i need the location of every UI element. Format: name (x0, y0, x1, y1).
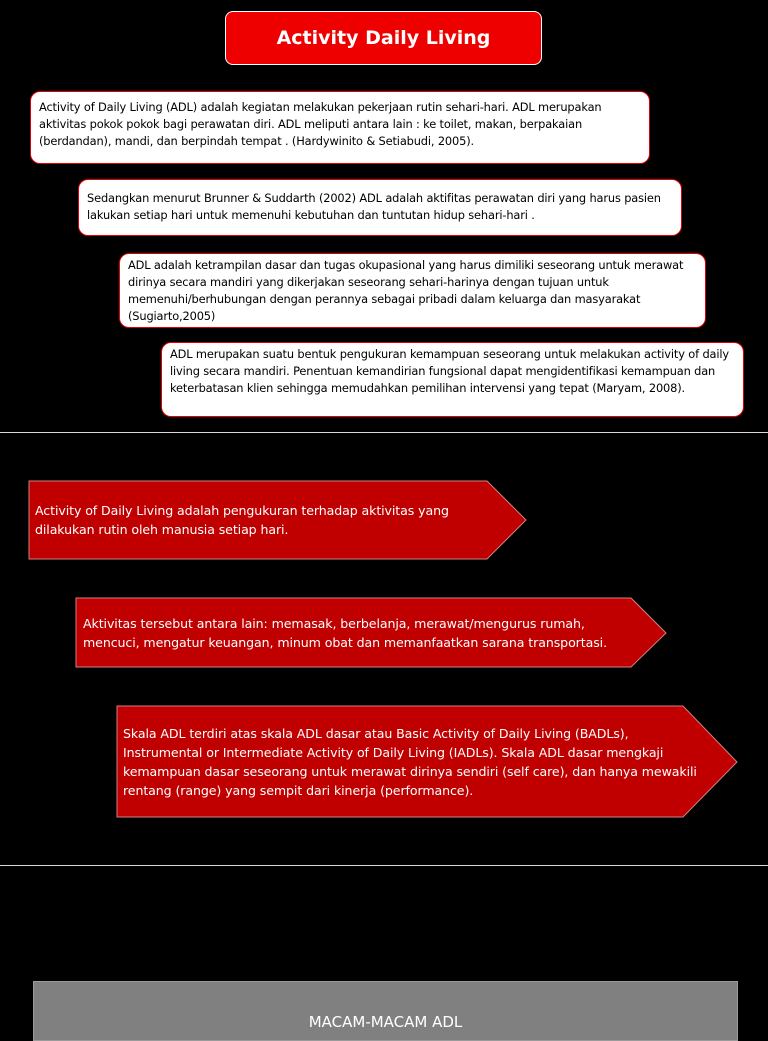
section-heading-panel (33, 981, 738, 1041)
slide-divider (0, 865, 768, 866)
arrow-item-activities: Aktivitas tersebut antara lain: memasak, berbelanja, merawat/mengurus rumah, mencuci, mengatur keuangan, minum obat dan memanfaatkan sarana transportasi. (83, 615, 607, 650)
definition-box-maryam: ADL merupakan suatu bentuk pengukuran kemampuan seseorang untuk melakukan activity of daily living secara mandiri. Penentuan kemandirian fungsional dapat mengidentifikasi kemampuan dan keterbatasan klien sehingga memudahkan pemilihan intervensi yang tepat (Maryam, 2008). (161, 342, 744, 417)
definition-box-brunner: Sedangkan menurut Brunner & Suddarth (2002) ADL adalah aktifitas perawatan diri yang harus pasien lakukan setiap hari untuk memenuhi kebutuhan dan tuntutan hidup sehari-hari . (78, 179, 682, 236)
slide-activity-daily-living (0, 0, 768, 432)
slide-divider (0, 432, 768, 433)
slide-title: Activity Daily Living (225, 11, 542, 65)
definition-box-hardywinito: Activity of Daily Living (ADL) adalah kegiatan melakukan pekerjaan rutin sehari-hari. ADL merupakan aktivitas pokok pokok bagi perawatan diri. ADL meliputi antara lain : ke toilet, makan, berpakaian (berdandan), mandi, dan berpindah tempat . (Hardywinito & Setiabudi, 2005). (30, 91, 650, 164)
section-heading: MACAM-MACAM ADL (308, 1013, 463, 1031)
arrow-item-adl-scale: Skala ADL terdiri atas skala ADL dasar atau Basic Activity of Daily Living (BADLs), Instrumental or Intermediate Activity of Daily Living (IADLs). Skala ADL dasar mengkaji kemampuan dasar seseorang untuk merawat dirinya sendiri (self care), dan hanya mewakili rentang (range) yang sempit dari kinerja (performance). (123, 725, 697, 798)
definition-box-sugiarto: ADL adalah ketrampilan dasar dan tugas okupasional yang harus dimiliki seseorang untuk merawat dirinya secara mandiri yang dikerjakan seseorang sehari-harinya dengan tujuan untuk memenuhi/berhubungan dengan perannya sebagai pribadi dalam keluarga dan masyarakat (Sugiarto,2005) (119, 253, 706, 328)
slide-macam-adl (0, 867, 768, 1031)
slide-adl-description (0, 434, 768, 865)
arrow-item-definition: Activity of Daily Living adalah pengukuran terhadap aktivitas yang dilakukan rutin oleh manusia setiap hari. (35, 503, 449, 537)
